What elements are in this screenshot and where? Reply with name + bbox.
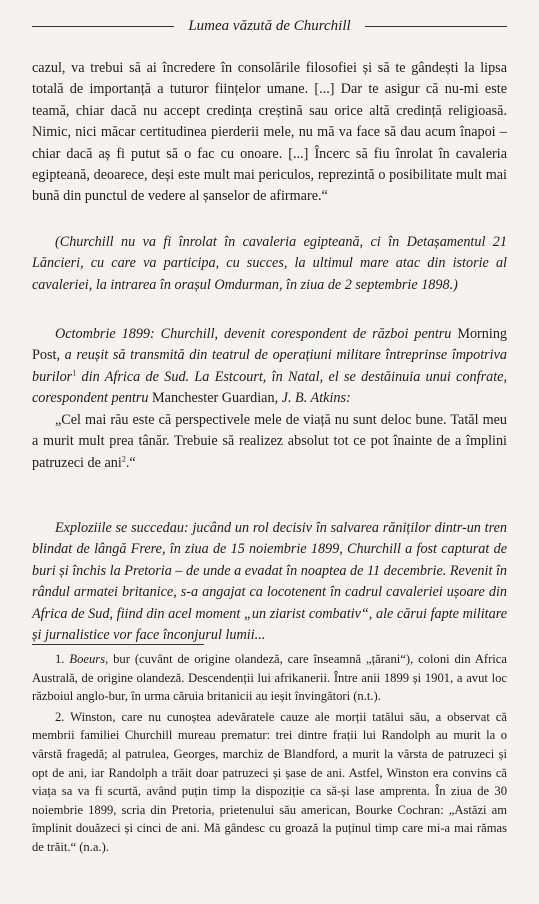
intro-text-2: , a reușit să transmită din teatrul de operațiuni militare întreprinse împotriva burilor [32, 347, 507, 385]
section-intro-october-1899 [32, 324, 507, 410]
footnotes [32, 650, 507, 857]
editorial-note: (Churchill nu va fi înrolat în cavaleria egipteană, ci în Detașamentul 21 Lăncieri, cu care va participa, cu succes, la ultimul mare atac din istorie al cavaleriei, la intrarea în orașul Omdurman, în ziua de 2 septembrie 1898.) [32, 234, 507, 293]
section-escape-paragraph: Exploziile se succedau: jucând un rol decisiv în salvarea răniților dintr-un tren blindat de lângă Frere, în ziua de 15 noiembrie 1899, Churchill a fost capturat de buri și închis la Pretoria – de unde a evadat în noaptea de 11 decembrie. Revenit în rândul armatei britanice, s-a angajat ca locotenent în cadrul cavaleriei ușoare din Africa de Sud, fiind din acel moment „un ziarist combativ“, ale cărui fapte militare și jurnalistice vor face înconjurul lumii... [32, 520, 507, 644]
header-rule-right [365, 26, 507, 27]
footnote-separator [32, 644, 204, 645]
atkins-quote [32, 410, 507, 474]
footnote-1-text: , bur (cuvânt de origine olandeză, care înseamnă „țărani“), coloni din Africa Australă, de origine olandeză. Descendenții lui afrikanerii. Între anii 1899 și 1901, a avut loc războiul anglo-bur, în urma căruia britanicii au ieșit învingători (n.t.). [32, 652, 507, 704]
footnote-1-term: Boeurs [69, 652, 106, 666]
footnote-ref-2: 2 [121, 454, 126, 464]
atkins-quote-end: .“ [125, 454, 136, 471]
footnote-1 [32, 650, 507, 706]
footnote-1-number: 1. [55, 652, 65, 666]
footnote-ref-1: 1 [72, 368, 77, 378]
newspaper-name-morning-post: Morning Post [32, 326, 507, 364]
atkins-quote-text: „Cel mai rău este că perspectivele mele de viață nu sunt deloc bune. Tatăl meu a murit mult prea tânăr. Trebuie să realizez absolut tot ce pot înainte de a împlini patruzeci de ani [32, 412, 507, 471]
intro-text-3: din Africa de Sud. La Estcourt, în Natal, el se destăinuia unui confrate, corespondent pentru [32, 368, 507, 407]
running-header [32, 18, 507, 35]
newspaper-name-manchester-guardian: Manchester Guardian [152, 390, 275, 407]
correspondent-name: J. B. Atkins [281, 390, 347, 407]
intro-text-4: , [274, 390, 282, 407]
header-rule-left [32, 26, 174, 27]
footnote-2: 2. Winston, care nu cunoștea adevăratele cauze ale morții tatălui său, a observat că membrii familiei Churchill mureau prematur: trei dintre frații lui Randolph au murit la o vârstă fragedă; al patrulea, Georges, marchiz de Blandford, a murit la vârsta de patruzeci și opt de ani, iar Randolph a trăit doar patruzeci și șase de ani. Astfel, Winston era convins că viața sa va fi scurtă, având puțin timp la dispoziție ca să-și lase amprenta. În ziua de 30 noiembrie 1899, scria din Pretoria, prietenului său american, Bourke Cochran: „Astăzi am împlinit douăzeci și cinci de ani. Mă gândesc cu groază la puținul timp care mi-a mai rămas de trăit.“ (n.a.). [32, 709, 507, 854]
quote-continuation: cazul, va trebui să ai încredere în consolările filosofiei și să te gândești la lipsa totală de importanță a tuturor ființelor umane. [...] Dar te asigur că nu-mi este teamă, chiar dacă nu accept credința creștină sau orice altă credință religioasă. Nimic, nici măcar certitudinea pierderii mele, nu mă va face să dau acum înapoi – chiar dacă aș fi putut să o fac cu onoare. [...] Încerc să fiu înrolat în cavaleria egipteană, deoarece, deși este mult mai periculos, reprezintă o posibilitate mult mai bună din punctul de vedere al șanselor de afirmare.“ [32, 60, 507, 205]
header-title: Lumea văzută de Churchill [188, 18, 351, 34]
intro-text-1: Octombrie 1899: Churchill, devenit corespondent de război pentru [55, 326, 458, 342]
intro-text-5: : [346, 390, 351, 407]
